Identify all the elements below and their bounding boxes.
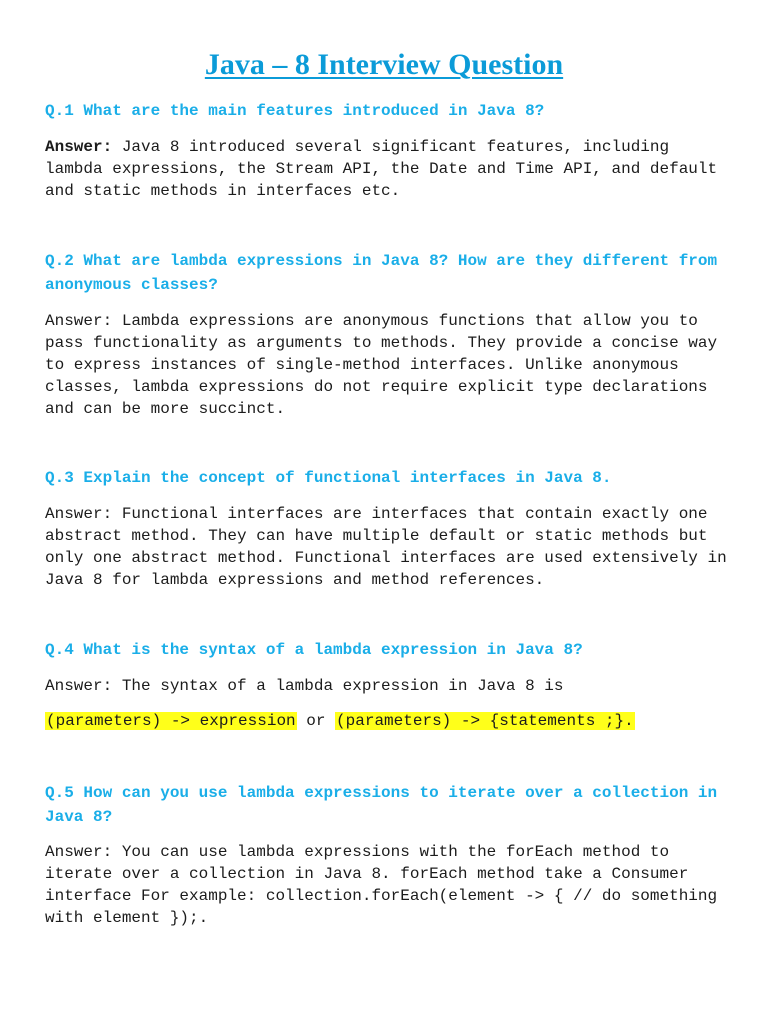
answer-1-lead: Answer: [45,138,113,156]
answer-4: Answer: The syntax of a lambda expression in Java 8 is [45,677,564,695]
syntax-expression-highlight: (parameters) -> expression [46,712,296,730]
question-3: Q.3 Explain the concept of functional interfaces in Java 8. [45,469,612,487]
syntax-statements-highlight: (parameters) -> {statements ;}. [336,712,634,730]
answer-1-text: Java 8 introduced several significant features, including lambda expressions, the Stream API, the Date and Time API, and default and static methods in interfaces etc. [45,138,718,200]
question-4: Q.4 What is the syntax of a lambda expression in Java 8? [45,641,583,659]
answer-1 [45,136,735,202]
lambda-syntax-line [45,710,735,732]
question-5: Q.5 How can you use lambda expressions to iterate over a collection in Java 8? [45,784,718,826]
question-1: Q.1 What are the main features introduced in Java 8? [45,102,545,120]
question-2: Q.2 What are lambda expressions in Java 8? How are they different from anonymous classes? [45,252,718,294]
answer-2: Answer: Lambda expressions are anonymous functions that allow you to pass functionality as arguments to methods. They provide a concise way to express instances of single-method interfaces. Unlike anonymous classes, lambda expressions do not require explicit type declarations and can be more succinct. [45,312,718,418]
answer-3: Answer: Functional interfaces are interfaces that contain exactly one abstract method. They can have multiple default or static methods but only one abstract method. Functional interfaces are used extensively in Java 8 for lambda expressions and method references. [45,505,727,589]
answer-5: Answer: You can use lambda expressions with the forEach method to iterate over a collection in Java 8. forEach method take a Consumer interface For example: collection.forEach(element -> { // do something with element });. [45,843,718,927]
page-title: Java – 8 Interview Question [204,48,564,81]
syntax-or-text: or [296,712,336,730]
